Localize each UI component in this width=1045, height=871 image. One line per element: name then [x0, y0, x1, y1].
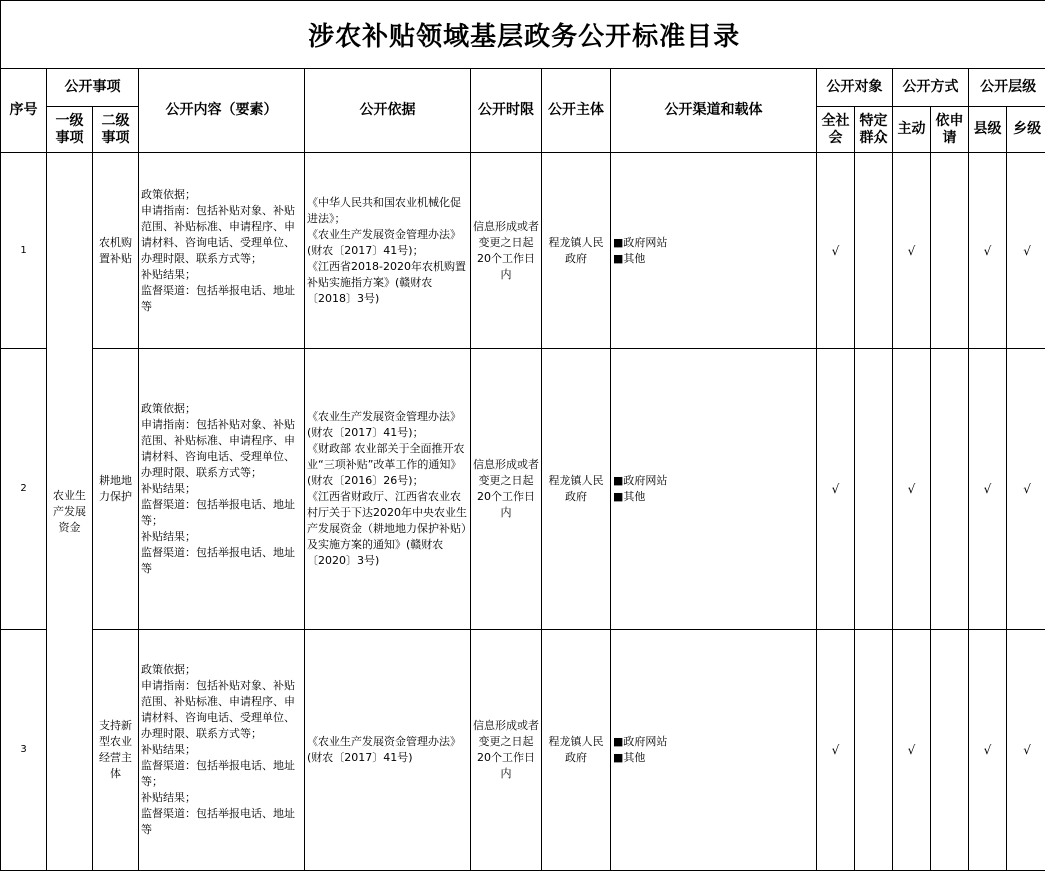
table-row — [1, 630, 1045, 871]
row-level2: 支持新型农业经营主体 — [93, 630, 139, 871]
check-target-all: √ — [817, 153, 855, 349]
header-basis: 公开依据 — [305, 69, 471, 153]
check-target-specific — [855, 349, 893, 630]
row-subject: 程龙镇人民政府 — [542, 153, 611, 349]
header-content: 公开内容（要素） — [139, 69, 305, 153]
row-content: 政策依据； 申请指南：包括补贴对象、补贴范围、补贴标准、申请程序、申请材料、咨询电话、受理单位、办理时限、联系方式等； 补贴结果； 监督渠道：包括举报电话、地址等 — [139, 153, 305, 349]
check-method-active: √ — [893, 349, 931, 630]
header-target: 公开对象 — [817, 69, 893, 107]
header-method: 公开方式 — [893, 69, 969, 107]
row-basis: 《农业生产发展资金管理办法》(财农〔2017〕41号) — [305, 630, 471, 871]
row-seq: 2 — [1, 349, 47, 630]
row-content: 政策依据； 申请指南：包括补贴对象、补贴范围、补贴标准、申请程序、申请材料、咨询电话、受理单位、办理时限、联系方式等； 补贴结果； 监督渠道：包括举报电话、地址等； 补贴结果； 监督渠道：包括举报电话、地址等 — [139, 630, 305, 871]
channel-website: ■政府网站 — [613, 474, 668, 487]
channel-other: ■其他 — [613, 251, 646, 265]
check-level-town: √ — [1007, 630, 1045, 871]
header-time: 公开时限 — [471, 69, 542, 153]
header-target-all: 全社会 — [817, 107, 855, 153]
row-level2: 农机购置补贴 — [93, 153, 139, 349]
table-row — [1, 349, 1045, 630]
page-title: 涉农补贴领域基层政务公开标准目录 — [1, 1, 1045, 69]
header-level: 公开层级 — [969, 69, 1045, 107]
check-level-county: √ — [969, 349, 1007, 630]
row-time: 信息形成或者变更之日起20个工作日内 — [471, 153, 542, 349]
header-items: 公开事项 — [47, 69, 139, 107]
table-row — [1, 153, 1045, 349]
row-basis: 《中华人民共和国农业机械化促进法》； 《农业生产发展资金管理办法》(财农〔2017〕41号)； 《江西省2018-2020年农机购置补贴实施指方案》(赣财农〔2018〕3号) — [305, 153, 471, 349]
row-level2: 耕地地力保护 — [93, 349, 139, 630]
row-content: 政策依据； 申请指南：包括补贴对象、补贴范围、补贴标准、申请程序、申请材料、咨询电话、受理单位、办理时限、联系方式等； 补贴结果； 监督渠道：包括举报电话、地址等； 补贴结果； 监督渠道：包括举报电话、地址等 — [139, 349, 305, 630]
check-level-county: √ — [969, 153, 1007, 349]
header-level1: 一级事项 — [47, 107, 93, 153]
header-level-county: 县级 — [969, 107, 1007, 153]
channel-other: ■其他 — [613, 490, 646, 503]
header-method-active: 主动 — [893, 107, 931, 153]
level1-item: 农业生产发展资金 — [47, 153, 93, 871]
header-seq: 序号 — [1, 69, 47, 153]
row-time: 信息形成或者变更之日起20个工作日内 — [471, 630, 542, 871]
check-method-active: √ — [893, 153, 931, 349]
check-level-county: √ — [969, 630, 1007, 871]
check-target-specific — [855, 153, 893, 349]
row-basis: 《农业生产发展资金管理办法》(财农〔2017〕41号)； 《财政部 农业部关于全面推开农业“三项补贴”改革工作的通知》(财农〔2016〕26号)； 《江西省财政厅、江西省农业农村厅关于下达2020年中央农业生产发展资金（耕地地力保护补贴）及实施方案的通知》(赣财农〔2020〕3号) — [305, 349, 471, 630]
channel-website: ■政府网站 — [613, 735, 668, 748]
row-seq: 3 — [1, 630, 47, 871]
row-subject: 程龙镇人民政府 — [542, 349, 611, 630]
channel-other: ■其他 — [613, 751, 646, 764]
check-target-all: √ — [817, 349, 855, 630]
check-target-all: √ — [817, 630, 855, 871]
header-level-town: 乡级 — [1007, 107, 1045, 153]
header-level2: 二级事项 — [93, 107, 139, 153]
row-time: 信息形成或者变更之日起20个工作日内 — [471, 349, 542, 630]
check-level-town: √ — [1007, 153, 1045, 349]
channel-website: ■政府网站 — [613, 235, 668, 249]
check-method-apply — [931, 153, 969, 349]
row-seq: 1 — [1, 153, 47, 349]
row-subject: 程龙镇人民政府 — [542, 630, 611, 871]
header-method-apply: 依申请 — [931, 107, 969, 153]
check-level-town: √ — [1007, 349, 1045, 630]
check-method-apply — [931, 349, 969, 630]
check-method-apply — [931, 630, 969, 871]
row-channel — [611, 153, 817, 349]
check-target-specific — [855, 630, 893, 871]
row-channel — [611, 349, 817, 630]
row-channel — [611, 630, 817, 871]
header-subject: 公开主体 — [542, 69, 611, 153]
check-method-active: √ — [893, 630, 931, 871]
header-channel: 公开渠道和载体 — [611, 69, 817, 153]
header-target-specific: 特定群众 — [855, 107, 893, 153]
